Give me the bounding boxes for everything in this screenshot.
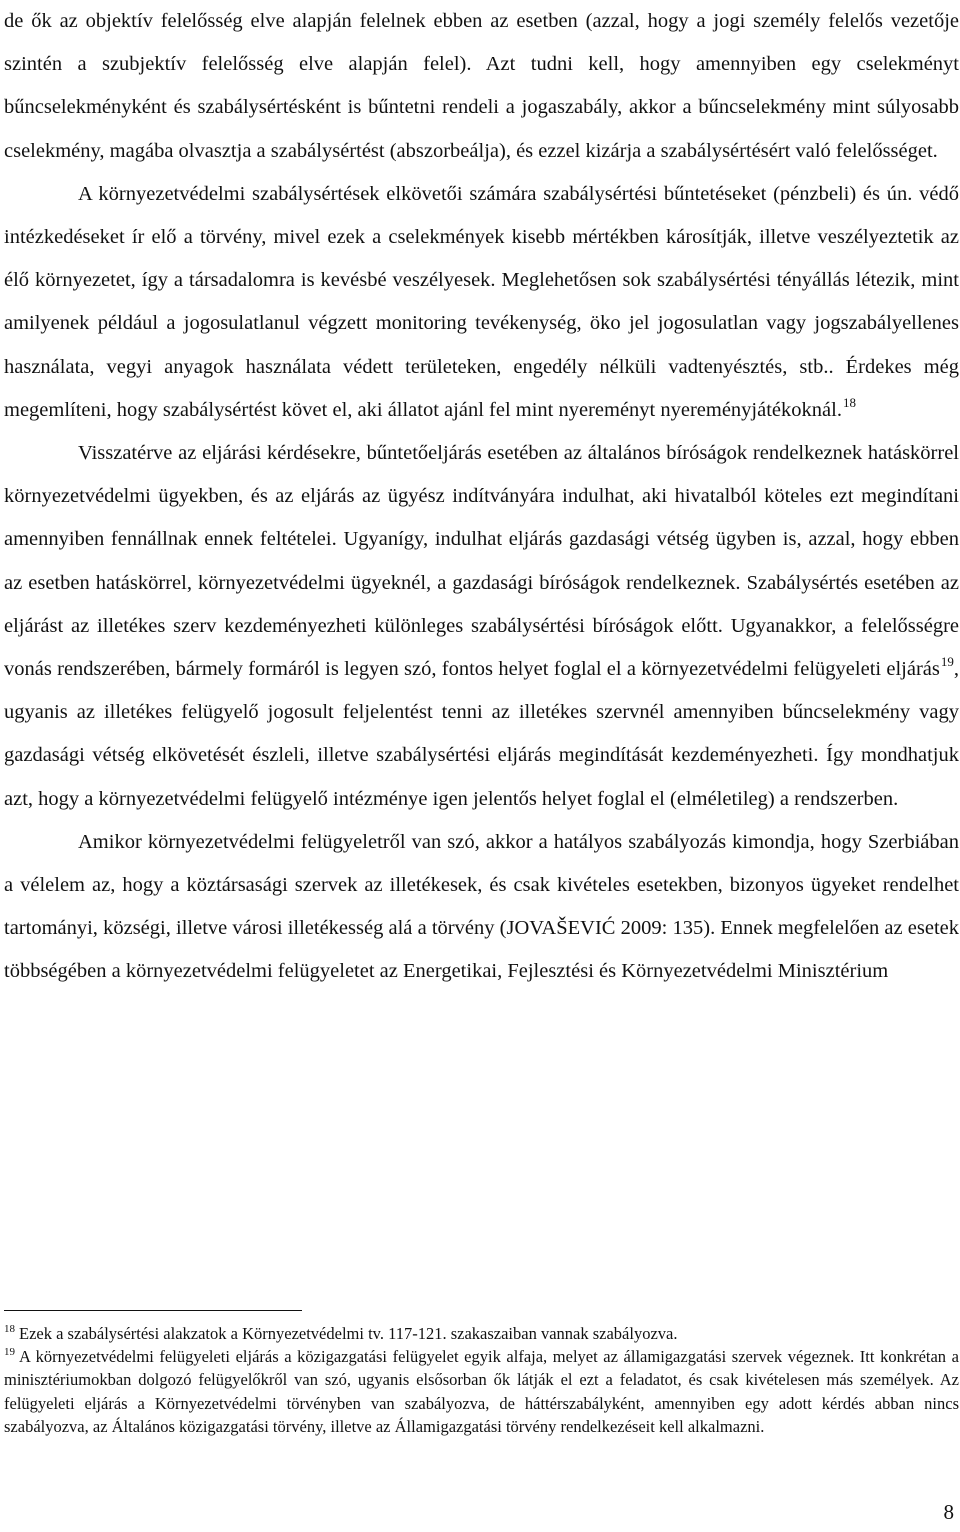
paragraph-text: A környezetvédelmi szabálysértések elkövetői számára szabálysértési bűntetéseket (pénzbeli) és ún. védő intézkedéseket ír elő a törvény, mivel ezek a cselekmények kisebb mértékben károsítják, illetve veszélyeztetik az élő környezetet, így a társadalomra is kevésbé veszélyesek. Meglehetősen sok szabálysértési tényállás létezik, mint amilyenek például a jogosulatlanul végzett monitoring tevékenység, öko jel jogosulatlan vagy jogszabályellenes használata, vegyi anyagok használata védett területeken, engedély nélküli vadtenyésztés, stb.. Érdekes még megemlíteni, hogy szabálysértést követ el, aki állatot ajánl fel mint nyereményt nyereményjátékoknál. bbox=[4, 182, 959, 421]
footnote-number: 18 bbox=[4, 1323, 15, 1335]
paragraph-text: Amikor környezetvédelmi felügyeletről van szó, akkor a hatályos szabályozás kimondja, hogy Szerbiában a vélelem az, hogy a köztársasági szervek az illetékesek, és csak kivételes esetekben, bizonyos ügyeket rendelhet tartományi, községi, illetve városi illetékesség alá a törvény (JOVAŠEVIĆ 2009: 135). Ennek megfelelően az esetek többségében a környezetvédelmi felügyeletet az Energetikai, Fejlesztési és Környezetvédelmi Minisztérium bbox=[4, 830, 959, 983]
footnote-text: A környezetvédelmi felügyeleti eljárás a közigazgatási felügyelet egyik alfaja, melyet az államigazgatási szervek végeznek. Itt konkrétan a minisztériumokban dolgozó felügyelőkről van szó, ugyanis elsősorban ők látják el ezt a feladatot, és csak kivételesen más személyek. Az felügyeleti eljárás a Környezetvédelmi törvényben van szabályozva, de háttérszabályként, amennyiben egy adott kérdés abban nincs szabályozva, az Általános közigazgatási törvény, illetve az Államigazgatási törvény rendelkezéseit kell alkalmazni. bbox=[4, 1347, 959, 1436]
paragraph bbox=[4, 173, 959, 432]
footnote-separator bbox=[4, 1310, 302, 1311]
footnote bbox=[4, 1322, 959, 1345]
paragraph-text: , ugyanis az illetékes felügyelő jogosult feljelentést tenni az illetékes szervnél amennyiben bűncselekmény vagy gazdasági vétség elkövetését észleli, illetve szabálysértési eljárás megindítását kezdeményezheti. Így mondhatjuk azt, hogy a környezetvédelmi felügyelő intézménye igen jelentős helyet foglal el (elméletileg) a rendszerben. bbox=[4, 658, 959, 810]
paragraph-text: de ők az objektív felelősség elve alapján felelnek ebben az esetben (azzal, hogy a jogi személy felelős vezetője szintén a szubjektív felelősség elve alapján felel). Azt tudni kell, hogy amennyiben egy cselekményt bűncselekményként és szabálysértésként is bűntetni rendeli a jogaszabály, akkor a bűncselekmény mint súlyosabb cselekmény, magába olvasztja a szabálysértést (abszorbeálja), és ezzel kizárja a szabálysértésért való felelősséget. bbox=[4, 10, 959, 162]
document-page bbox=[4, 0, 959, 994]
footnote bbox=[4, 1345, 959, 1438]
footnote-number: 19 bbox=[4, 1346, 15, 1359]
footnote-text: Ezek a szabálysértési alakzatok a Környezetvédelmi tv. 117-121. szakaszaiban vannak szabályozva. bbox=[19, 1324, 678, 1343]
paragraph-text: Visszatérve az eljárási kérdésekre, bűntetőeljárás esetében az általános bíróságok rendelkeznek hatáskörrel környezetvédelmi ügyekben, és az eljárás az ügyész indítványára indulhat, aki hivatalból köteles ezt megindítani amennyiben fennállnak ennek feltételei. Ugyanígy, indulhat eljárás gazdasági vétség ügyben is, azzal, hogy ebben az esetben hatáskörrel, környezetvédelmi ügyeknél, a gazdasági bíróságok rendelkeznek. Szabálysértés esetében az eljárást az illetékes szerv kezdeményezheti különleges szabálysértési bíróságok előtt. Ugyanakkor, a felelősségre vonás rendszerében, bármely formáról is legyen szó, fontos helyet foglal el a környezetvédelmi felügyeleti eljárás bbox=[4, 442, 959, 681]
body-text bbox=[4, 0, 959, 994]
footnote-reference[interactable]: 19 bbox=[940, 654, 954, 670]
paragraph bbox=[4, 432, 959, 821]
page-number: 8 bbox=[943, 1500, 954, 1524]
footnote-reference[interactable]: 18 bbox=[842, 394, 856, 410]
footnotes-section bbox=[4, 1322, 959, 1438]
paragraph bbox=[4, 821, 959, 994]
paragraph bbox=[4, 0, 959, 173]
